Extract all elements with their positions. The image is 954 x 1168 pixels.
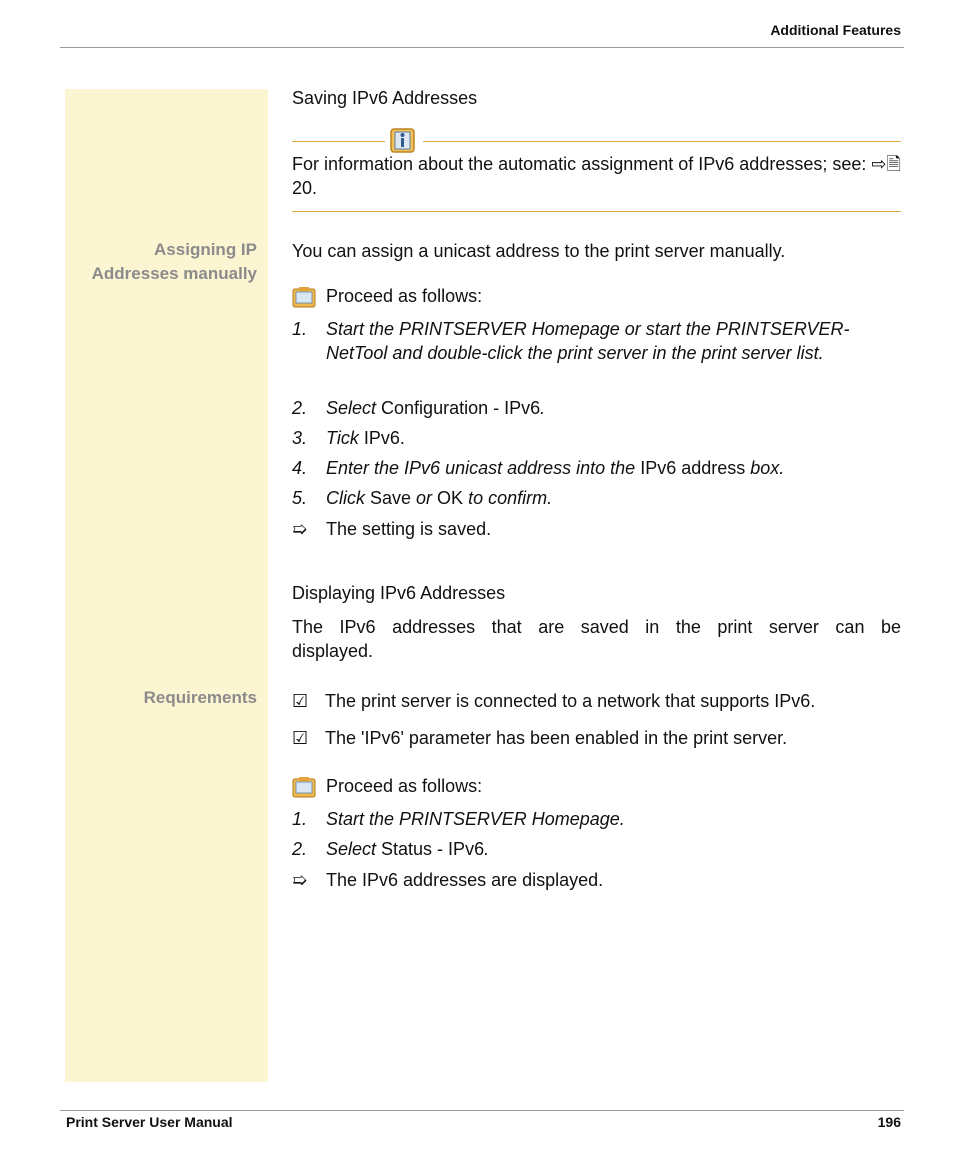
step-text-part: to confirm. xyxy=(463,488,553,508)
info-rule-right xyxy=(423,141,901,142)
procedure-icon xyxy=(292,285,316,309)
checkbox-checked-icon: ☑ xyxy=(292,728,309,748)
step-text-part: Click xyxy=(326,488,370,508)
step-text: Start the PRINTSERVER Homepage or start the PRINTSERVER-NetTool and double-click the print server in the print server list. xyxy=(326,319,850,363)
ui-element-ref: Configuration - IPv6 xyxy=(381,398,541,418)
step-number: 3. xyxy=(292,428,308,448)
ui-element-ref: IPv6. xyxy=(363,428,405,448)
checkbox-checked-icon: ☑ xyxy=(292,691,309,711)
step-text xyxy=(326,486,901,510)
step-text xyxy=(326,456,901,480)
page-ref-icon: 🗎 xyxy=(886,154,901,174)
step-text-part: or xyxy=(411,488,438,508)
step-text-part: . xyxy=(540,398,546,418)
ui-element-ref: Status - IPv6 xyxy=(381,839,485,859)
result-arrow-icon: ➯ xyxy=(292,870,308,890)
step-number: 1. xyxy=(292,319,308,339)
step-number: 1. xyxy=(292,809,308,829)
section-heading-displaying: Displaying IPv6 Addresses xyxy=(292,583,506,603)
step-text-part: . xyxy=(484,839,490,859)
margin-label-line: Assigning IP xyxy=(154,240,257,259)
result-arrow-icon: ➯ xyxy=(292,519,308,539)
step-text-part: Enter the IPv6 unicast address into the xyxy=(326,458,641,478)
proceed-text-saving: Proceed as follows: xyxy=(326,286,483,306)
section-heading-saving: Saving IPv6 Addresses xyxy=(292,88,478,108)
requirement-item: The 'IPv6' parameter has been enabled in the print server. xyxy=(325,728,788,748)
step-number: 2. xyxy=(292,398,308,418)
result-text-displaying: The IPv6 addresses are displayed. xyxy=(326,870,604,890)
procedure-icon xyxy=(292,775,316,799)
step-text: Start the PRINTSERVER Homepage. xyxy=(326,809,625,829)
step-text xyxy=(326,426,901,450)
margin-label-assigning xyxy=(92,238,257,286)
step-number: 4. xyxy=(292,458,308,478)
requirement-item: The print server is connected to a network that supports IPv6. xyxy=(325,691,816,711)
proceed-text-displaying: Proceed as follows: xyxy=(326,776,483,796)
page-ref-link[interactable]: 20. xyxy=(292,178,318,198)
cross-ref-arrow-icon: ⇨ xyxy=(871,154,887,174)
step-number: 2. xyxy=(292,839,308,859)
step-text-part: Select xyxy=(326,839,382,859)
page-number: 196 xyxy=(877,1114,901,1130)
step-text-part: box. xyxy=(745,458,785,478)
intro-text-displaying: The IPv6 addresses that are saved in the print server can be displayed. xyxy=(292,617,901,661)
info-text xyxy=(292,152,901,200)
footer-title: Print Server User Manual xyxy=(66,1114,233,1130)
margin-label-requirements: Requirements xyxy=(143,688,257,707)
result-text-saving: The setting is saved. xyxy=(326,519,492,539)
info-rule-left xyxy=(292,141,385,142)
info-icon xyxy=(389,127,416,154)
step-text-part: Select xyxy=(326,398,382,418)
step-text xyxy=(326,837,901,861)
margin-label-line: Addresses manually xyxy=(91,264,257,283)
info-rule-bottom xyxy=(292,211,901,212)
ui-element-ref: OK xyxy=(437,488,464,508)
step-text xyxy=(326,396,901,420)
footer-divider xyxy=(60,1110,904,1111)
step-text-part: Tick xyxy=(326,428,364,448)
ui-element-ref: IPv6 address xyxy=(640,458,746,478)
header-title: Additional Features xyxy=(770,22,901,38)
intro-text-saving: You can assign a unicast address to the print server manually. xyxy=(292,241,786,261)
info-text-body: For information about the automatic assignment of IPv6 addresses; see: xyxy=(292,154,867,174)
step-number: 5. xyxy=(292,488,308,508)
ui-element-ref: Save xyxy=(370,488,412,508)
header-divider xyxy=(60,47,904,48)
